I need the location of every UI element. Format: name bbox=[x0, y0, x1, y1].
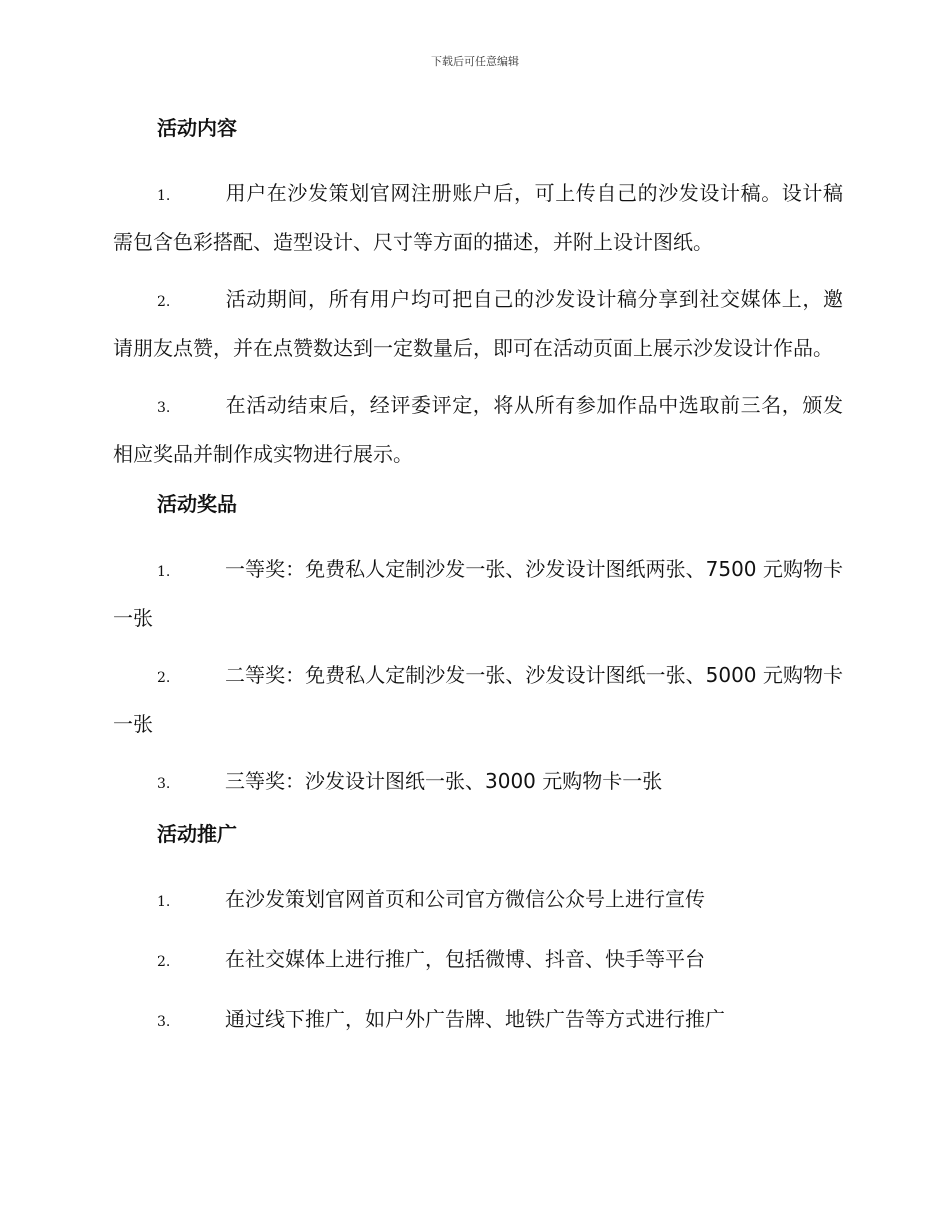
list-text: 三等奖：沙发设计图纸一张、3000 元购物卡一张 bbox=[225, 769, 663, 793]
list-item bbox=[113, 996, 843, 1045]
list-number: 2. bbox=[157, 670, 171, 686]
list-item bbox=[113, 652, 843, 747]
list-item bbox=[113, 876, 843, 925]
section-activity-prizes bbox=[113, 488, 843, 807]
list-text: 在活动结束后，经评委评定，将从所有参加作品中选取前三名，颁发相应奖品并制作成实物进行展示。 bbox=[113, 393, 843, 466]
section-heading: 活动内容 bbox=[157, 116, 237, 140]
page-header: 下载后可任意编辑 bbox=[431, 55, 519, 68]
list-number: 1. bbox=[157, 188, 171, 204]
list-number: 1. bbox=[157, 894, 171, 910]
list-text: 一等奖：免费私人定制沙发一张、沙发设计图纸两张、7500 元购物卡一张 bbox=[113, 557, 843, 630]
list-item bbox=[113, 170, 843, 265]
list-text: 通过线下推广，如户外广告牌、地铁广告等方式进行推广 bbox=[225, 1007, 725, 1031]
list-text: 二等奖：免费私人定制沙发一张、沙发设计图纸一张、5000 元购物卡一张 bbox=[113, 663, 843, 736]
list-text: 在沙发策划官网首页和公司官方微信公众号上进行宣传 bbox=[225, 887, 705, 911]
list-number: 2. bbox=[157, 954, 171, 970]
list-item bbox=[113, 758, 843, 807]
list-number: 3. bbox=[157, 1014, 171, 1030]
list-item bbox=[113, 276, 843, 371]
list-text: 在社交媒体上进行推广，包括微博、抖音、快手等平台 bbox=[225, 947, 705, 971]
list-item bbox=[113, 382, 843, 477]
section-activity-promotion bbox=[113, 818, 843, 1045]
list-number: 3. bbox=[157, 776, 171, 792]
list-number: 2. bbox=[157, 294, 171, 310]
list-text: 活动期间，所有用户均可把自己的沙发设计稿分享到社交媒体上，邀请朋友点赞，并在点赞数达到一定数量后，即可在活动页面上展示沙发设计作品。 bbox=[113, 287, 843, 360]
section-activity-content bbox=[113, 112, 843, 477]
list-item bbox=[113, 546, 843, 641]
section-heading: 活动推广 bbox=[157, 822, 237, 846]
list-item bbox=[113, 936, 843, 985]
list-number: 1. bbox=[157, 564, 171, 580]
list-number: 3. bbox=[157, 400, 171, 416]
list-text: 用户在沙发策划官网注册账户后，可上传自己的沙发设计稿。设计稿需包含色彩搭配、造型设计、尺寸等方面的描述，并附上设计图纸。 bbox=[113, 181, 843, 254]
section-heading: 活动奖品 bbox=[157, 492, 237, 516]
document-body bbox=[113, 112, 843, 1056]
